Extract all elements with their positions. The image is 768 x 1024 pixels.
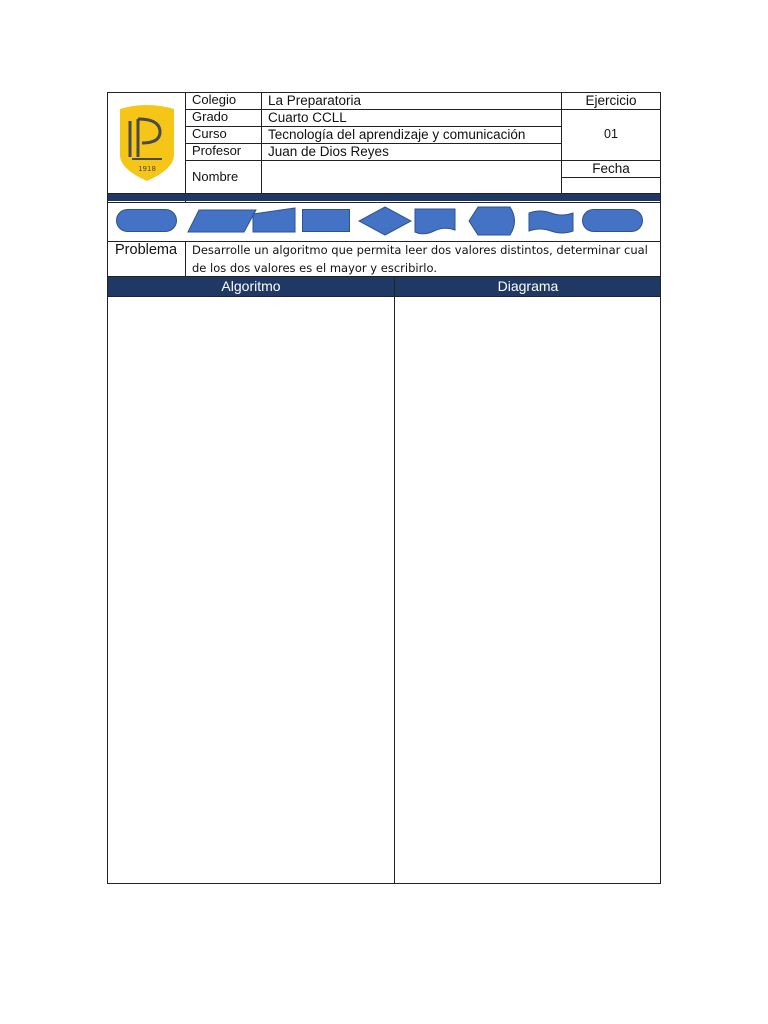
curso-value: Tecnología del aprendizaje y comunicación bbox=[268, 127, 526, 142]
fecha-field[interactable] bbox=[562, 179, 660, 193]
header-band bbox=[108, 194, 660, 201]
terminator-shape-end bbox=[582, 209, 643, 232]
display-shape bbox=[468, 206, 520, 236]
logo-year: 1918 bbox=[138, 165, 156, 173]
grado-value: Cuarto CCLL bbox=[268, 110, 347, 125]
colegio-value: La Preparatoria bbox=[268, 93, 362, 108]
algoritmo-header: Algoritmo bbox=[221, 278, 281, 294]
ejercicio-value: 01 bbox=[604, 127, 618, 141]
school-logo bbox=[116, 103, 178, 183]
ejercicio-label: Ejercicio bbox=[585, 93, 637, 108]
decision-shape bbox=[358, 206, 412, 236]
curso-label: Curso bbox=[192, 126, 227, 141]
profesor-label: Profesor bbox=[192, 143, 242, 158]
diagrama-area[interactable] bbox=[395, 297, 660, 883]
terminator-shape bbox=[116, 209, 177, 232]
flowchart-symbols-row bbox=[108, 203, 660, 241]
punched-tape-shape bbox=[528, 209, 574, 235]
exercise-sheet bbox=[107, 92, 661, 884]
profesor-value: Juan de Dios Reyes bbox=[268, 144, 389, 159]
colegio-label: Colegio bbox=[192, 92, 237, 107]
process-shape bbox=[302, 209, 350, 232]
algoritmo-area[interactable] bbox=[108, 297, 394, 883]
grado-label: Grado bbox=[192, 109, 229, 124]
manual-input-shape bbox=[252, 207, 296, 233]
document-shape bbox=[414, 208, 456, 236]
diagrama-header: Diagrama bbox=[497, 278, 559, 294]
problem-label: Problema bbox=[115, 242, 178, 258]
problem-statement: Desarrolle un algoritmo que permita leer dos valores distintos, determinar cual de los dos valores es el mayor y escribirlo. bbox=[192, 243, 648, 275]
fecha-label: Fecha bbox=[592, 161, 630, 176]
data-parallelogram-shape bbox=[187, 209, 257, 233]
nombre-field[interactable] bbox=[268, 163, 558, 191]
nombre-label: Nombre bbox=[192, 169, 239, 184]
